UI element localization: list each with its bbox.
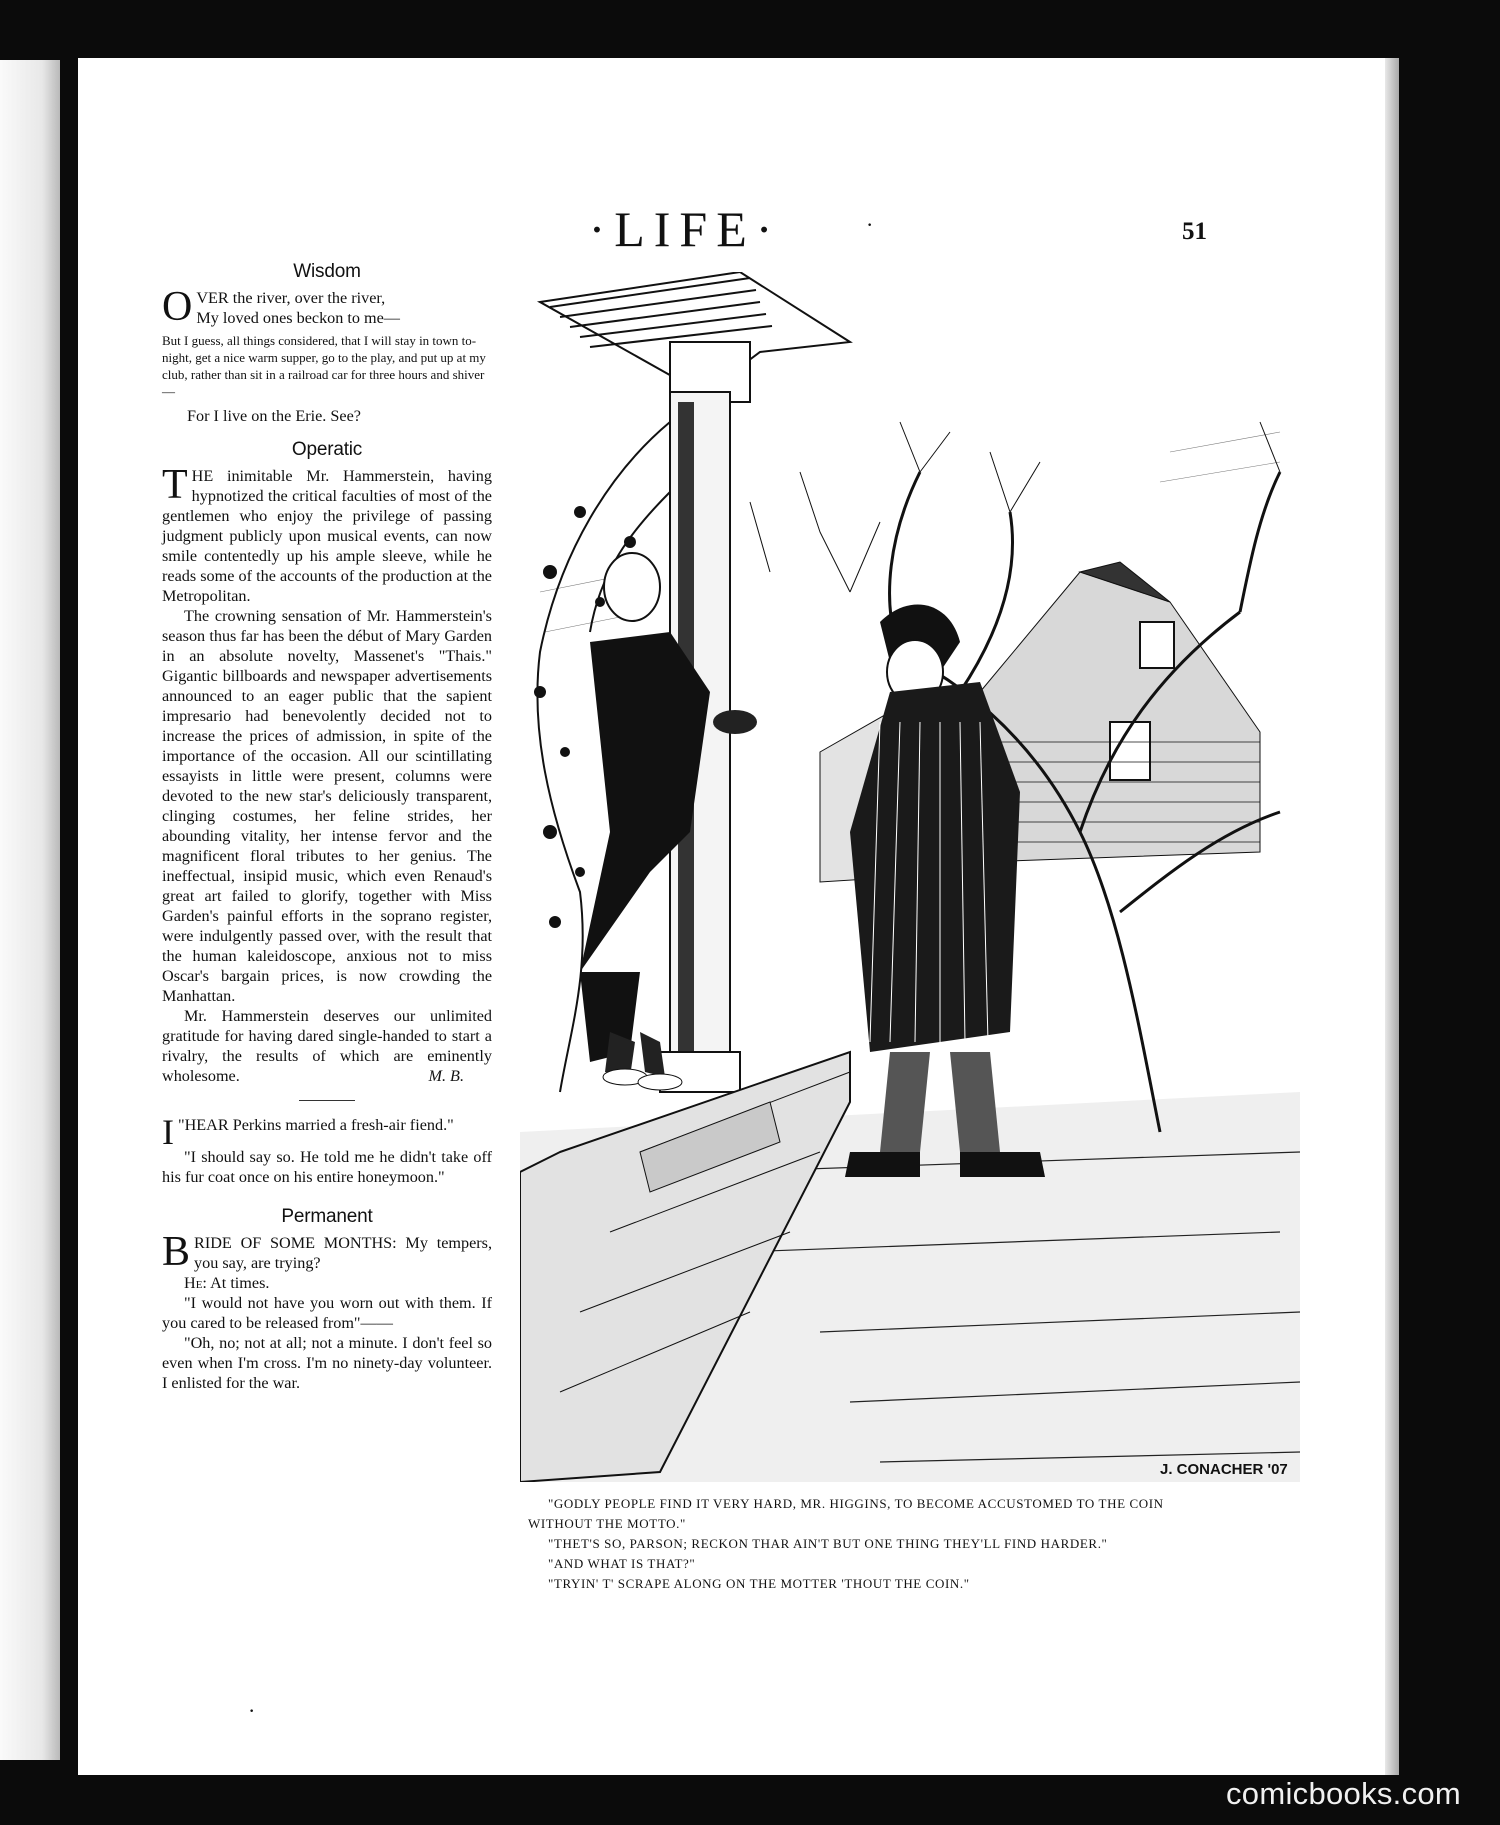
wisdom-verse-line: My loved ones beckon to me—: [196, 309, 400, 327]
author-signature: M. B.: [428, 1067, 464, 1085]
text-column: [162, 262, 492, 1393]
permanent-dropcap: B: [162, 1229, 191, 1275]
joke-article: [162, 1112, 492, 1187]
caption-line: "THET'S SO, PARSON; RECKON THAR AIN'T BUT ONE THING THEY'LL FIND HARDER.": [548, 1536, 1108, 1551]
permanent-line: "Oh, no; not at all; not a minute. I don't feel so even when I'm cross. I'm no ninety-day volunteer. I enlisted for the war.: [162, 1334, 492, 1392]
joke-line: "I should say so. He told me he didn't take off his fur coat once on his entire honeymoon.": [162, 1148, 492, 1186]
wisdom-article: [162, 262, 492, 426]
permanent-article: [162, 1207, 492, 1393]
print-speck: ·: [248, 1698, 256, 1723]
joke-dropcap: I: [162, 1112, 174, 1152]
permanent-line: At times.: [210, 1274, 270, 1292]
operatic-dropcap: T: [162, 462, 188, 508]
operatic-paragraph-text: Mr. Hammerstein deserves our unlimited gratitude for having dared single-handed to start a rivalry, the results of which are eminently wholesome.: [162, 1007, 492, 1085]
wisdom-title: Wisdom: [293, 261, 361, 282]
open-quote: ": [178, 1116, 185, 1134]
wisdom-body: But I guess, all things considered, that I will stay in town to-night, get a nice warm supper, go to the play, and put up at my club, rather than sit in a railroad car for three hours and shiver—: [162, 333, 486, 399]
permanent-line: RIDE OF SOME MONTHS: My tempers, you say, are trying?: [194, 1234, 492, 1272]
watermark: comicbooks.com: [1226, 1776, 1462, 1811]
print-speck: ·: [866, 212, 874, 237]
caption-line: "AND WHAT IS THAT?": [548, 1556, 696, 1571]
operatic-paragraph: [162, 1006, 492, 1086]
speaker-label: He:: [184, 1274, 207, 1292]
operatic-title: Operatic: [291, 439, 363, 460]
operatic-article: [162, 440, 492, 1086]
cartoon-illustration: [520, 272, 1300, 1482]
caption-line: "TRYIN' T' SCRAPE ALONG ON THE MOTTER 'THOUT THE COIN.": [548, 1576, 970, 1591]
section-divider: [299, 1100, 355, 1101]
wisdom-verse-line: VER the river, over the river,: [196, 289, 386, 307]
wisdom-dropcap: O: [162, 284, 193, 330]
page-number: 51: [1182, 218, 1207, 245]
previous-page-edge: [0, 60, 60, 1760]
joke-line: HEAR Perkins married a fresh-air fiend.": [184, 1116, 454, 1134]
permanent-line: "I would not have you worn out with them. If you cared to be released from"——: [162, 1294, 492, 1332]
artist-signature: J. CONACHER '07: [1160, 1461, 1288, 1478]
operatic-paragraph: The crowning sensation of Mr. Hammerstein's season thus far has been the début of Mary Garden in an absolute novelty, Massenet's "Thais." Gigantic billboards and newspaper advertisements announced to an eager public that the sapient impresario had benevolently decided not to increase the prices of admission, in spite of the importance of the occasion. All our scintillating essayists in little were present, columns were devoted to the new star's deliciously transparent, clinging costumes, her feline strides, her abounding vitality, her intense fervor and the magnificent floral tributes to her genius. The ineffectual, insipid music, which even Renaud's great art failed to glorify, together with Miss Garden's painful efforts in the soprano register, were indulgently passed over, with the result that the human kaleidoscope, anxious not to miss Oscar's bargain prices, is now crowding the Manhattan.: [162, 607, 492, 1005]
caption-line: "GODLY PEOPLE FIND IT VERY HARD, MR. HIGGINS, TO BECOME ACCUSTOMED TO THE COIN WITHOUT THE MOTTO.": [528, 1496, 1164, 1531]
operatic-paragraph: HE inimitable Mr. Hammerstein, having hypnotized the critical faculties of most of the gentlemen who enjoy the privilege of passing judgment publicly upon musical events, can now smile contentedly up his ample sleeve, while he reads some of the accounts of the production at the Metropolitan.: [162, 467, 492, 605]
page-right-edge: [1385, 58, 1399, 1775]
cartoon-caption: [528, 1494, 1228, 1594]
wisdom-closing: For I live on the Erie. See?: [187, 407, 361, 425]
permanent-title: Permanent: [281, 1206, 373, 1227]
wisdom-verse: [162, 284, 492, 330]
masthead: ·LIFE·: [588, 201, 782, 257]
